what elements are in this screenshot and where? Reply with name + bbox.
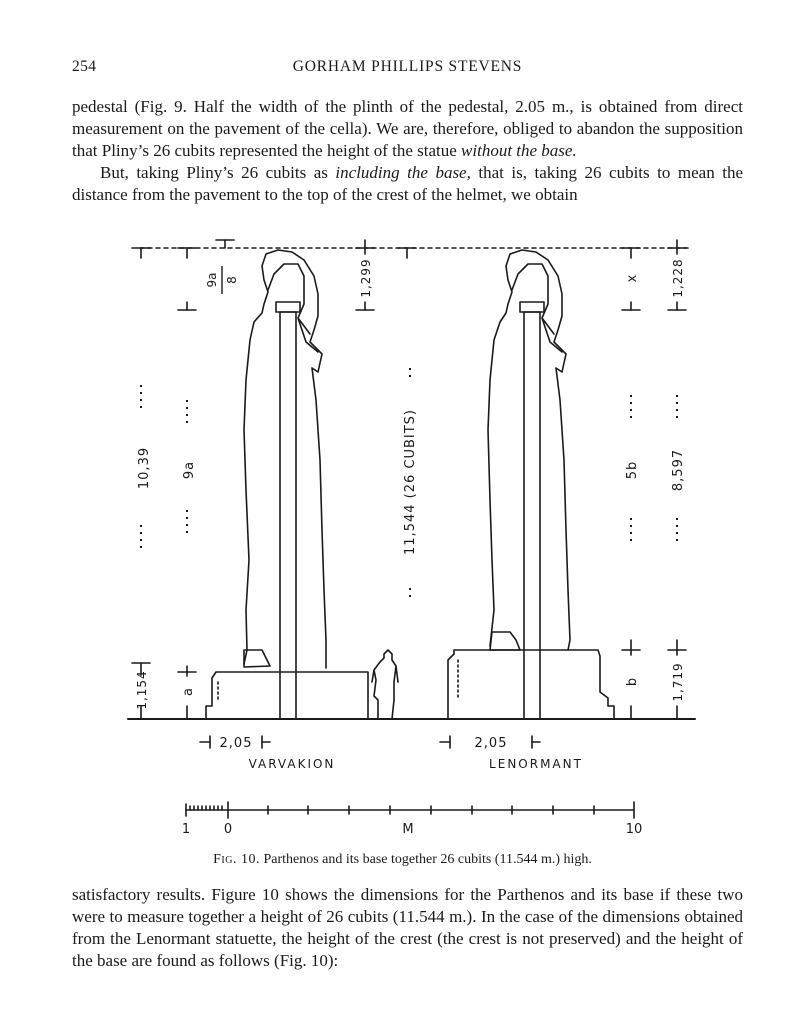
- scale-start-label: 1: [181, 822, 191, 837]
- running-header: [72, 58, 743, 82]
- figure-10: [0, 230, 805, 850]
- paragraph: [72, 96, 743, 162]
- caption-text: Parthenos and its base together 26 cubits (11.544 m.) high.: [263, 852, 592, 867]
- left-height-value: 10,39: [137, 446, 152, 490]
- paragraph-text: pedestal (Fig. 9. Half the width of the plinth of the pedestal, 2.05 m., is obtained from direct measurement on the pavement of the cella). We are, therefore, obliged to abandon the supposition that Pliny’s 26 cubits represented the height of the statue: [72, 97, 743, 160]
- right-width-value: 2,05: [474, 736, 508, 751]
- emphasis-text: including the base,: [335, 163, 471, 182]
- scale-unit-label: M: [402, 822, 414, 837]
- right-crest-dim: x: [625, 273, 640, 283]
- running-title: GORHAM PHILLIPS STEVENS: [292, 58, 523, 75]
- figure-caption: [0, 852, 805, 868]
- lenormant-column: [524, 312, 540, 719]
- left-crest-dim-denominator: 8: [225, 276, 239, 284]
- paragraph-text: But, taking Pliny’s 26 cubits as: [100, 163, 336, 182]
- right-height-value: 8,597: [671, 448, 686, 492]
- left-base-value: 1,154: [135, 670, 149, 710]
- left-width-value: 2,05: [219, 736, 253, 751]
- varvakion-base: [206, 672, 368, 719]
- left-crest-value: 1,299: [359, 258, 373, 298]
- left-base-dim: a: [181, 688, 196, 696]
- parthenos-diagram: [0, 230, 805, 850]
- lenormant-label: LENORMANT: [489, 757, 583, 771]
- varvakion-column-capital: [276, 302, 300, 312]
- human-figure: [372, 650, 398, 719]
- page-number: 254: [72, 58, 97, 75]
- paragraph: [72, 162, 743, 206]
- left-crest-dim-numerator: 9a: [205, 272, 219, 288]
- varvakion-column: [280, 312, 296, 719]
- varvakion-label: VARVAKION: [248, 757, 336, 771]
- scale-end-label: 10: [625, 822, 643, 837]
- right-height-dim: 5b: [625, 460, 640, 480]
- right-base-dim: b: [625, 677, 640, 687]
- paragraph: satisfactory results. Figure 10 shows the dimensions for the Parthenos and its base if these two were to measure together a height of 26 cubits (11.544 m.). In the case of the dimensions obtained from the Lenormant statuette, the height of the crest (the crest is not preserved) and the height of the base are found as follows (Fig. 10):: [72, 885, 743, 970]
- lenormant-base: [448, 650, 614, 719]
- text-block-top: [72, 96, 743, 206]
- emphasis-text: without the base.: [461, 141, 577, 160]
- lenormant-foot: [490, 632, 520, 650]
- paragraph-text: that is, taking 26 cubits to mean the distance from the pavement to the top of the crest of the helmet, we obtain: [72, 163, 743, 204]
- lenormant-column-capital: [520, 302, 544, 312]
- scale-zero-label: 0: [223, 822, 233, 837]
- total-height-dim: 11,544 (26 CUBITS): [403, 409, 418, 555]
- right-crest-value: 1,228: [671, 258, 685, 298]
- caption-label: Fig. 10.: [213, 852, 260, 867]
- text-block-bottom: [72, 884, 743, 972]
- right-base-value: 1,719: [671, 662, 685, 702]
- varvakion-foot: [244, 650, 270, 667]
- lenormant-statue-outline: [488, 250, 570, 650]
- left-height-dim: 9a: [182, 460, 197, 480]
